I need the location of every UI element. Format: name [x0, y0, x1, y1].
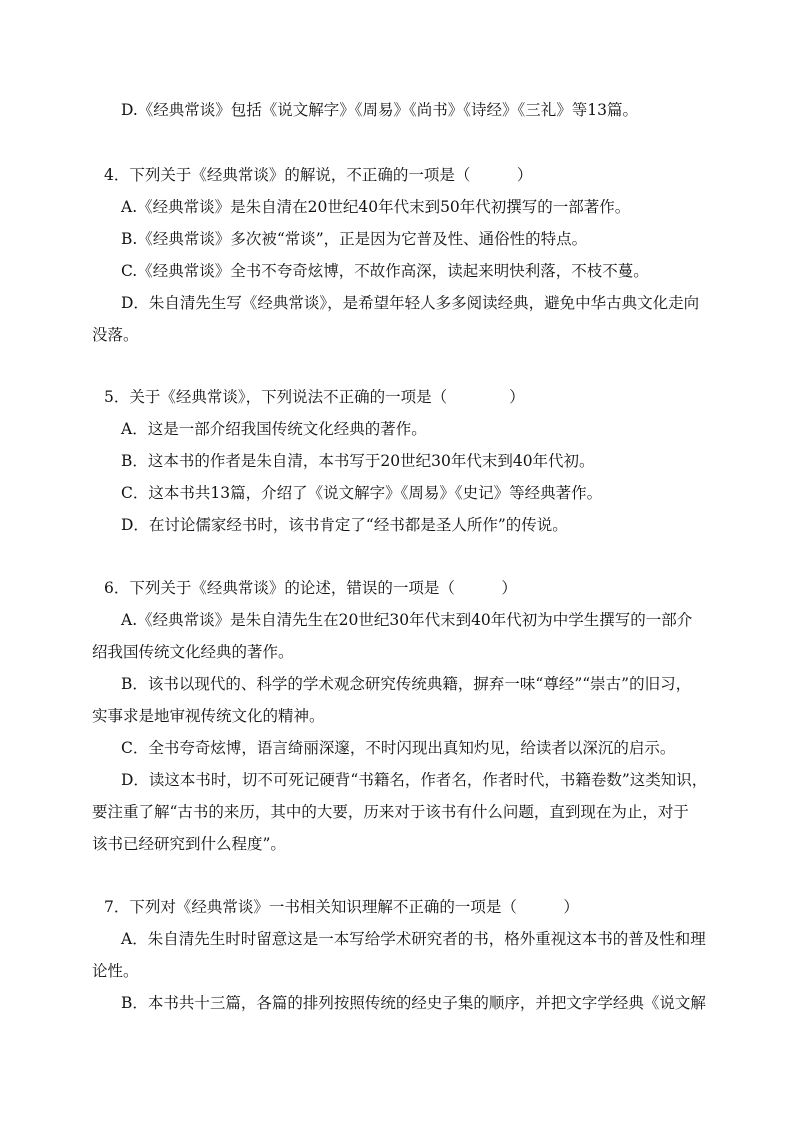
q6-option-c: C．全书夸奇炫博，语言绮丽深邃，不时闪现出真知灼见，给读者以深沉的启示。: [121, 739, 676, 757]
q5-stem: 5．关于《经典常谈》，下列说法不正确的一项是（ ）: [104, 388, 525, 406]
q6-option-b-line1: B．该书以现代的、科学的学术观念研究传统典籍，摒弃一味“尊经”“崇古”的旧习，: [121, 675, 692, 693]
q5-option-d: D．在讨论儒家经书时，该书肯定了“经书都是圣人所作”的传说。: [121, 516, 568, 534]
q4-option-b: B.《经典常谈》多次被“常谈”，正是因为它普及性、通俗性的特点。: [121, 230, 588, 248]
q6-option-d-line3: 该书已经研究到什么程度”。: [92, 835, 286, 853]
q7-option-b-line1: B．本书共十三篇，各篇的排列按照传统的经史子集的顺序，并把文字学经典《说文解: [121, 994, 706, 1012]
q6-option-b-line2: 实事求是地审视传统文化的精神。: [92, 707, 325, 725]
q6-option-a-line1: A.《经典常谈》是朱自清先生在20世纪30年代末到40年代初为中学生撰写的一部介: [121, 611, 693, 629]
q7-option-a-line1: A．朱自清先生时时留意这是一本写给学术研究者的书，格外重视这本书的普及性和理: [121, 930, 706, 948]
q4-option-c: C.《经典常谈》全书不夸奇炫博，不故作高深，读起来明快利落，不枝不蔓。: [121, 262, 649, 280]
q5-option-c: C．这本书共13篇，介绍了《说文解字》《周易》《史记》等经典著作。: [121, 484, 603, 502]
q5-option-a: A．这是一部介绍我国传统文化经典的著作。: [121, 420, 427, 438]
q6-option-d-line1: D．读这本书时，切不可死记硬背“书籍名，作者名，作者时代，书籍卷数”这类知识，: [121, 771, 708, 789]
q7-option-a-line2: 论性。: [92, 962, 139, 980]
q6-option-d-line2: 要注重了解“古书的来历，其中的大要，历来对于该书有什么问题，直到现在为止，对于: [92, 803, 689, 821]
q4-option-d-line1: D．朱自清先生写《经典常谈》，是希望年轻人多多阅读经典，避免中华古典文化走向: [121, 294, 700, 312]
q4-option-d-line2: 没落。: [92, 326, 139, 344]
q7-stem: 7．下列对《经典常谈》一书相关知识理解不正确的一项是（ ）: [104, 898, 579, 916]
q4-option-a: A.《经典常谈》是朱自清在20世纪40年代末到50年代初撰写的一部著作。: [121, 198, 631, 216]
q4-stem: 4．下列关于《经典常谈》的解说，不正确的一项是（ ）: [104, 166, 533, 184]
q6-stem: 6．下列关于《经典常谈》的论述，错误的一项是（ ）: [104, 579, 517, 597]
q3-option-d: D.《经典常谈》包括《说文解字》《周易》《尚书》《诗经》《三礼》等13篇。: [121, 101, 639, 119]
q5-option-b: B．这本书的作者是朱自清，本书写于20世纪30年代末到40年代初。: [121, 452, 595, 470]
q6-option-a-line2: 绍我国传统文化经典的著作。: [92, 643, 294, 661]
